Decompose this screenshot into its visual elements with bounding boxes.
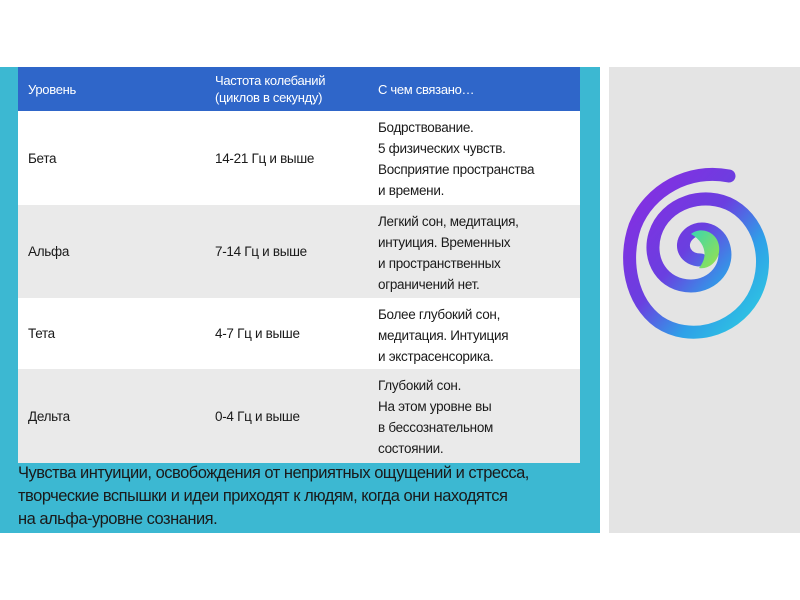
frequency-cell: 14-21 Гц и выше [205,111,368,205]
level-cell: Альфа [18,205,205,298]
level-cell: Дельта [18,369,205,463]
level-cell: Тета [18,298,205,369]
caption-text: Чувства интуиции, освобождения от неприятных ощущений и стресса, творческие вспышки и идеи приходят к людям, когда они находятся на альфа-уровне сознания. [18,464,529,528]
table-row [18,111,580,205]
table-header-row [18,67,580,111]
description-cell: Более глубокий сон, медитация. Интуиция и экстрасенсорика. [368,298,580,369]
frequency-cell: 0-4 Гц и выше [205,369,368,463]
brainwave-levels-table [18,67,580,463]
frequency-cell: 4-7 Гц и выше [205,298,368,369]
description-cell: Легкий сон, медитация, интуиция. Временных и пространственных ограничений нет. [368,205,580,298]
header-frequency: Частота колебаний (циклов в секунду) [205,67,368,111]
description-cell: Глубокий сон. На этом уровне вы в бессознательном состоянии. [368,369,580,463]
description-cell: Бодрствование. 5 физических чувств. Восприятие пространства и времени. [368,111,580,205]
spiral-icon [613,150,793,360]
table-row [18,205,580,298]
table-row [18,298,580,369]
table-row [18,369,580,463]
frequency-cell: 7-14 Гц и выше [205,205,368,298]
header-associated: С чем связано… [368,67,580,111]
level-cell: Бета [18,111,205,205]
header-level: Уровень [18,67,205,111]
